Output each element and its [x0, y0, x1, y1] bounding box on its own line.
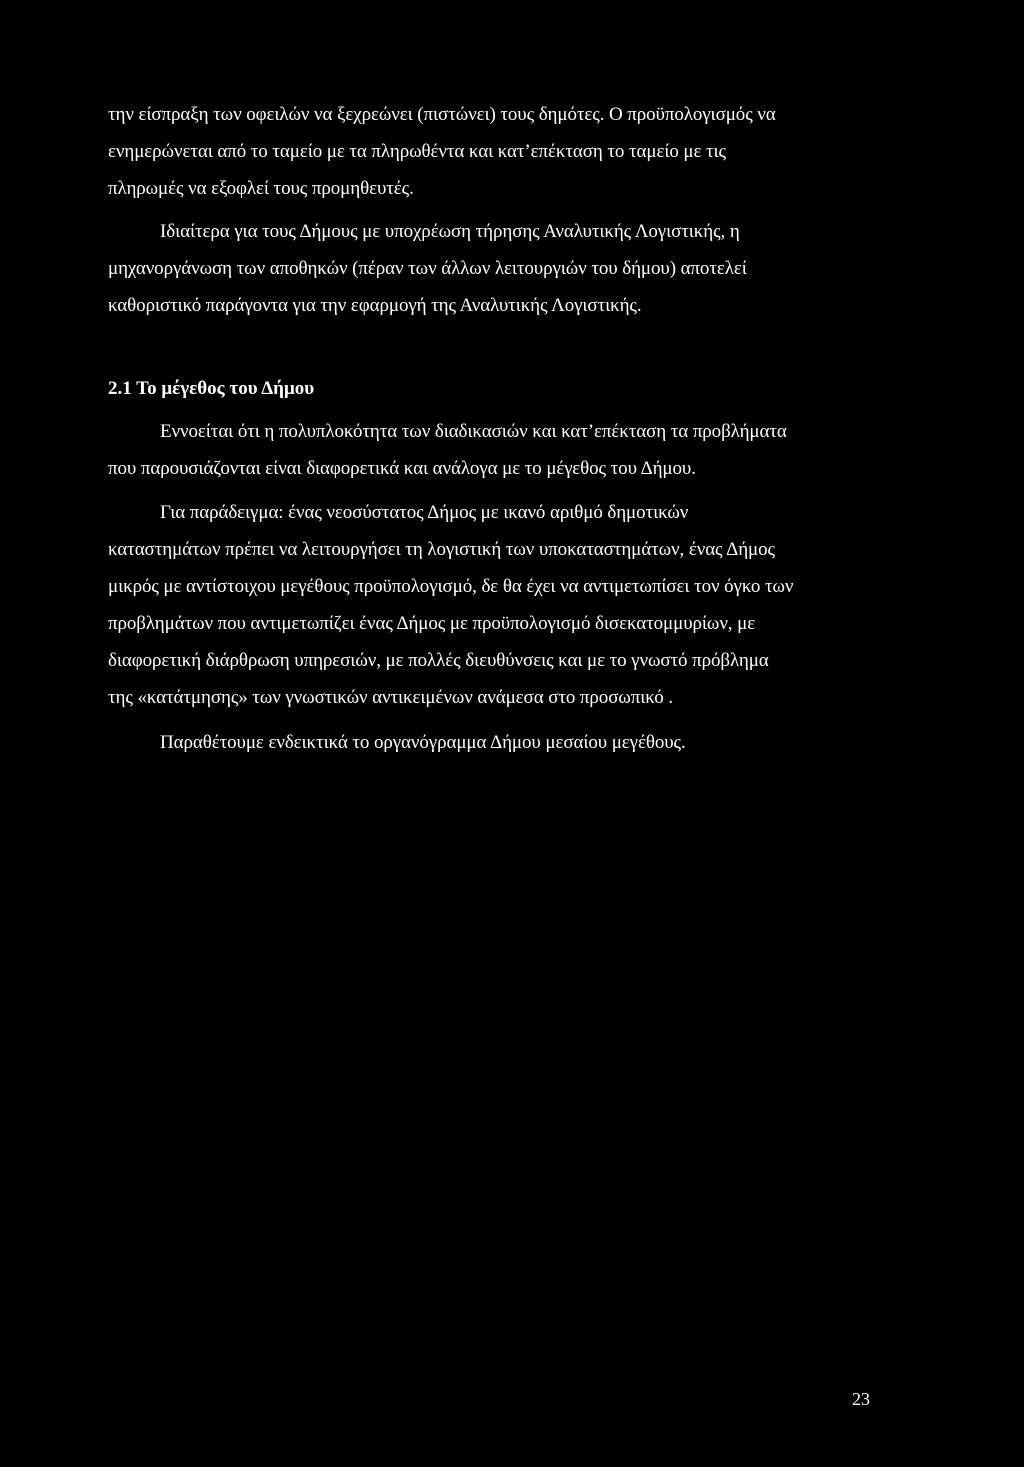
- paragraph-2-line: καθοριστικό παράγοντα για την εφαρμογή της Αναλυτικής Λογιστικής.: [108, 295, 642, 316]
- paragraph-4-line: μικρός με αντίστοιχου μεγέθους προϋπολογισμό, δε θα έχει να αντιμετωπίσει τον όγκο των: [108, 576, 794, 597]
- section-heading: 2.1 Το μέγεθος του Δήμου: [108, 378, 315, 399]
- paragraph-3-line: Εννοείται ότι η πολυπλοκότητα των διαδικασιών και κατ’επέκταση τα προβλήματα: [160, 421, 787, 442]
- paragraph-2: [108, 213, 908, 324]
- paragraph-1-line: πληρωμές να εξοφλεί τους προμηθευτές.: [108, 178, 414, 199]
- paragraph-4-line: διαφορετική διάρθρωση υπηρεσιών, με πολλές διευθύνσεις και με το γνωστό πρόβλημα: [108, 650, 769, 671]
- paragraph-1: [108, 96, 908, 207]
- paragraph-5-line: Παραθέτουμε ενδεικτικά το οργανόγραμμα Δήμου μεσαίου μεγέθους.: [160, 732, 686, 753]
- paragraph-1-line: ενημερώνεται από το ταμείο με τα πληρωθέντα και κατ’επέκταση το ταμείο με τις: [108, 141, 726, 162]
- paragraph-4-line: προβλημάτων που αντιμετωπίζει ένας Δήμος με προϋπολογισμό δισεκατομμυρίων, με: [108, 613, 756, 634]
- paragraph-1-line: την είσπραξη των οφειλών να ξεχρεώνει (πιστώνει) τους δημότες. Ο προϋπολογισμός να: [108, 104, 776, 125]
- paragraph-3: [108, 413, 908, 487]
- paragraph-4-line: καταστημάτων πρέπει να λειτουργήσει τη λογιστική των υποκαταστημάτων, ένας Δήμος: [108, 539, 775, 560]
- paragraph-2-line: Ιδιαίτερα για τους Δήμους με υποχρέωση τήρησης Αναλυτικής Λογιστικής, η: [160, 221, 740, 242]
- page-number: 23: [852, 1389, 870, 1409]
- paragraph-5: [108, 724, 908, 761]
- paragraph-4-line: Για παράδειγμα: ένας νεοσύστατος Δήμος με ικανό αριθμό δημοτικών: [160, 502, 689, 523]
- paragraph-4-line: της «κατάτμησης» των γνωστικών αντικειμένων ανάμεσα στο προσωπικό .: [108, 687, 674, 708]
- paragraph-3-line: που παρουσιάζονται είναι διαφορετικά και ανάλογα με το μέγεθος του Δήμου.: [108, 458, 696, 479]
- paragraph-2-line: μηχανοργάνωση των αποθηκών (πέραν των άλλων λειτουργιών του δήμου) αποτελεί: [108, 258, 747, 279]
- paragraph-4: [108, 494, 908, 716]
